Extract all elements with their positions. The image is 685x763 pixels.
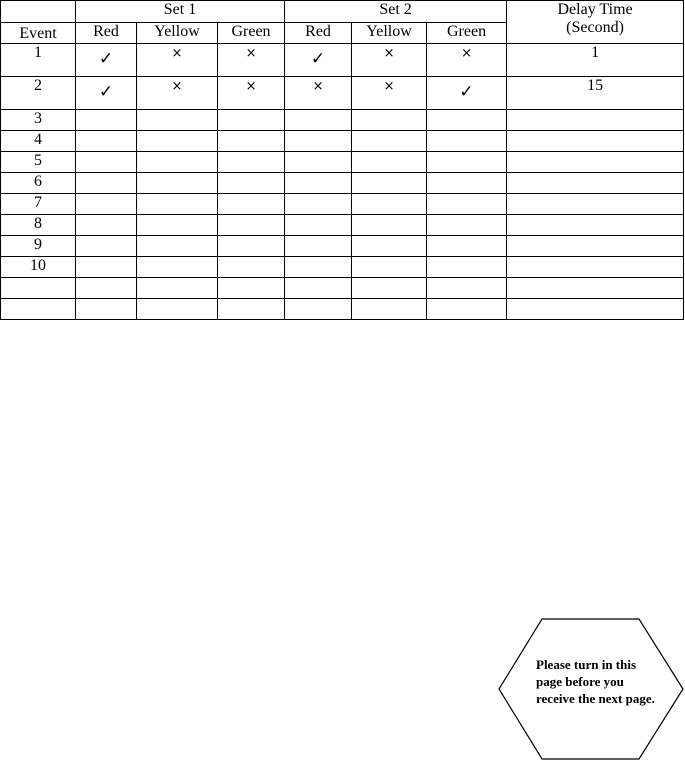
- set2-yellow-cell: [352, 194, 427, 215]
- set1-yellow-cell: [137, 131, 218, 152]
- delay-cell: [507, 152, 684, 173]
- set2-red-cell: [285, 173, 352, 194]
- set1-yellow-cell: [137, 236, 218, 257]
- table-body: [1, 1, 684, 320]
- set2-yellow-cell: [352, 299, 427, 320]
- set2-red-cell: [285, 236, 352, 257]
- event-cell: 5: [1, 152, 76, 173]
- delay-time-header: [507, 1, 684, 44]
- set2-yellow-cell: [352, 278, 427, 299]
- set2-yellow-cell: [352, 236, 427, 257]
- delay-time-unit: (Second): [566, 19, 624, 36]
- set1-red-cell: [76, 299, 137, 320]
- set1-red-cell: [76, 173, 137, 194]
- event-cell: [1, 299, 76, 320]
- table-row: [1, 257, 684, 278]
- set2-yellow-cell: [352, 131, 427, 152]
- delay-cell: [507, 173, 684, 194]
- set2-green-cell: [427, 152, 507, 173]
- hexagon-note: [498, 618, 684, 760]
- event-table: [0, 0, 684, 320]
- set2-header: Set 2: [285, 1, 507, 23]
- set2-green-cell: [427, 131, 507, 152]
- set2-yellow-cell: [352, 110, 427, 131]
- set2-green-cell: [427, 110, 507, 131]
- set2-green-cell: [427, 194, 507, 215]
- set1-green-cell: [218, 131, 285, 152]
- event-cell: 4: [1, 131, 76, 152]
- cross-icon: ×: [171, 79, 183, 94]
- event-cell: 7: [1, 194, 76, 215]
- set1-red-cell: [76, 278, 137, 299]
- cross-icon: ×: [383, 46, 395, 61]
- event-cell: 3: [1, 110, 76, 131]
- set2-red-cell: [285, 299, 352, 320]
- hexagon-note-text: Please turn in this page before you receive the next page.: [536, 657, 655, 706]
- event-cell: 10: [1, 257, 76, 278]
- table-row: [1, 278, 684, 299]
- set2-green-cell: [427, 77, 507, 110]
- set1-yellow-cell: [137, 173, 218, 194]
- set2-green-cell: [427, 215, 507, 236]
- cross-icon: ×: [461, 46, 472, 61]
- cross-icon: ×: [245, 46, 257, 61]
- set2-yellow-cell: [352, 215, 427, 236]
- table-row: [1, 236, 684, 257]
- set1-red-cell: [76, 152, 137, 173]
- delay-cell: [507, 110, 684, 131]
- delay-cell: [507, 257, 684, 278]
- set1-red-cell: [76, 77, 137, 110]
- set2-green-cell: [427, 299, 507, 320]
- delay-time-label: Delay Time: [557, 1, 633, 18]
- table-row: [1, 131, 684, 152]
- set1-header: Set 1: [76, 1, 285, 23]
- event-cell: 2: [1, 77, 76, 110]
- set1-yellow-cell: [137, 110, 218, 131]
- cross-icon: ×: [383, 79, 395, 94]
- set2-green-cell: [427, 44, 507, 77]
- table-row: [1, 173, 684, 194]
- cross-icon: ×: [171, 46, 183, 61]
- header-row-groups: [1, 1, 684, 23]
- set1-green-cell: [218, 215, 285, 236]
- set2-yellow-cell: [352, 152, 427, 173]
- set1-yellow-cell: [137, 299, 218, 320]
- set2-red-header: Red: [285, 23, 352, 44]
- set1-green-cell: [218, 278, 285, 299]
- event-cell: 6: [1, 173, 76, 194]
- check-icon: ✓: [98, 82, 114, 102]
- set1-red-cell: [76, 110, 137, 131]
- set2-yellow-header: Yellow: [352, 23, 427, 44]
- set2-yellow-cell: [352, 257, 427, 278]
- set1-yellow-cell: [137, 194, 218, 215]
- table-row: [1, 44, 684, 77]
- cross-icon: ×: [245, 79, 257, 94]
- set2-red-cell: [285, 194, 352, 215]
- set1-green-cell: [218, 152, 285, 173]
- table-row: [1, 194, 684, 215]
- set2-green-cell: [427, 278, 507, 299]
- set1-green-cell: [218, 257, 285, 278]
- event-cell: 9: [1, 236, 76, 257]
- set1-yellow-cell: [137, 152, 218, 173]
- set2-yellow-cell: [352, 44, 427, 77]
- delay-cell: 15: [507, 77, 684, 110]
- check-icon: ✓: [310, 49, 326, 69]
- set1-red-cell: [76, 194, 137, 215]
- set1-green-cell: [218, 44, 285, 77]
- set1-green-cell: [218, 236, 285, 257]
- delay-cell: [507, 278, 684, 299]
- set2-red-cell: [285, 257, 352, 278]
- set2-red-cell: [285, 152, 352, 173]
- set2-red-cell: [285, 215, 352, 236]
- set1-red-cell: [76, 131, 137, 152]
- table-row: [1, 110, 684, 131]
- set2-yellow-cell: [352, 77, 427, 110]
- set1-yellow-cell: [137, 215, 218, 236]
- set1-red-header: Red: [76, 23, 137, 44]
- set1-green-cell: [218, 77, 285, 110]
- set1-green-cell: [218, 194, 285, 215]
- set2-red-cell: [285, 44, 352, 77]
- set1-red-cell: [76, 215, 137, 236]
- event-header-corner: [1, 1, 76, 23]
- check-icon: ✓: [98, 49, 114, 69]
- set2-red-cell: [285, 131, 352, 152]
- table-row: [1, 299, 684, 320]
- event-cell: 8: [1, 215, 76, 236]
- set1-yellow-header: Yellow: [137, 23, 218, 44]
- table-row: [1, 215, 684, 236]
- delay-cell: [507, 236, 684, 257]
- event-cell: 1: [1, 44, 76, 77]
- set1-red-cell: [76, 257, 137, 278]
- set2-red-cell: [285, 110, 352, 131]
- table-row: [1, 77, 684, 110]
- set2-green-header: Green: [427, 23, 507, 44]
- set1-red-cell: [76, 44, 137, 77]
- delay-cell: 1: [507, 44, 684, 77]
- set1-yellow-cell: [137, 278, 218, 299]
- event-cell: [1, 278, 76, 299]
- cross-icon: ×: [312, 79, 324, 94]
- set1-green-cell: [218, 173, 285, 194]
- set2-green-cell: [427, 173, 507, 194]
- set1-red-cell: [76, 236, 137, 257]
- set2-red-cell: [285, 278, 352, 299]
- set1-yellow-cell: [137, 77, 218, 110]
- delay-cell: [507, 215, 684, 236]
- set1-yellow-cell: [137, 257, 218, 278]
- delay-cell: [507, 131, 684, 152]
- delay-cell: [507, 299, 684, 320]
- set1-green-header: Green: [218, 23, 285, 44]
- table-row: [1, 152, 684, 173]
- delay-cell: [507, 194, 684, 215]
- set1-green-cell: [218, 110, 285, 131]
- set2-yellow-cell: [352, 173, 427, 194]
- set2-red-cell: [285, 77, 352, 110]
- check-icon: ✓: [459, 82, 474, 102]
- set2-green-cell: [427, 236, 507, 257]
- event-header: Event: [1, 23, 76, 44]
- set1-yellow-cell: [137, 44, 218, 77]
- set1-green-cell: [218, 299, 285, 320]
- set2-green-cell: [427, 257, 507, 278]
